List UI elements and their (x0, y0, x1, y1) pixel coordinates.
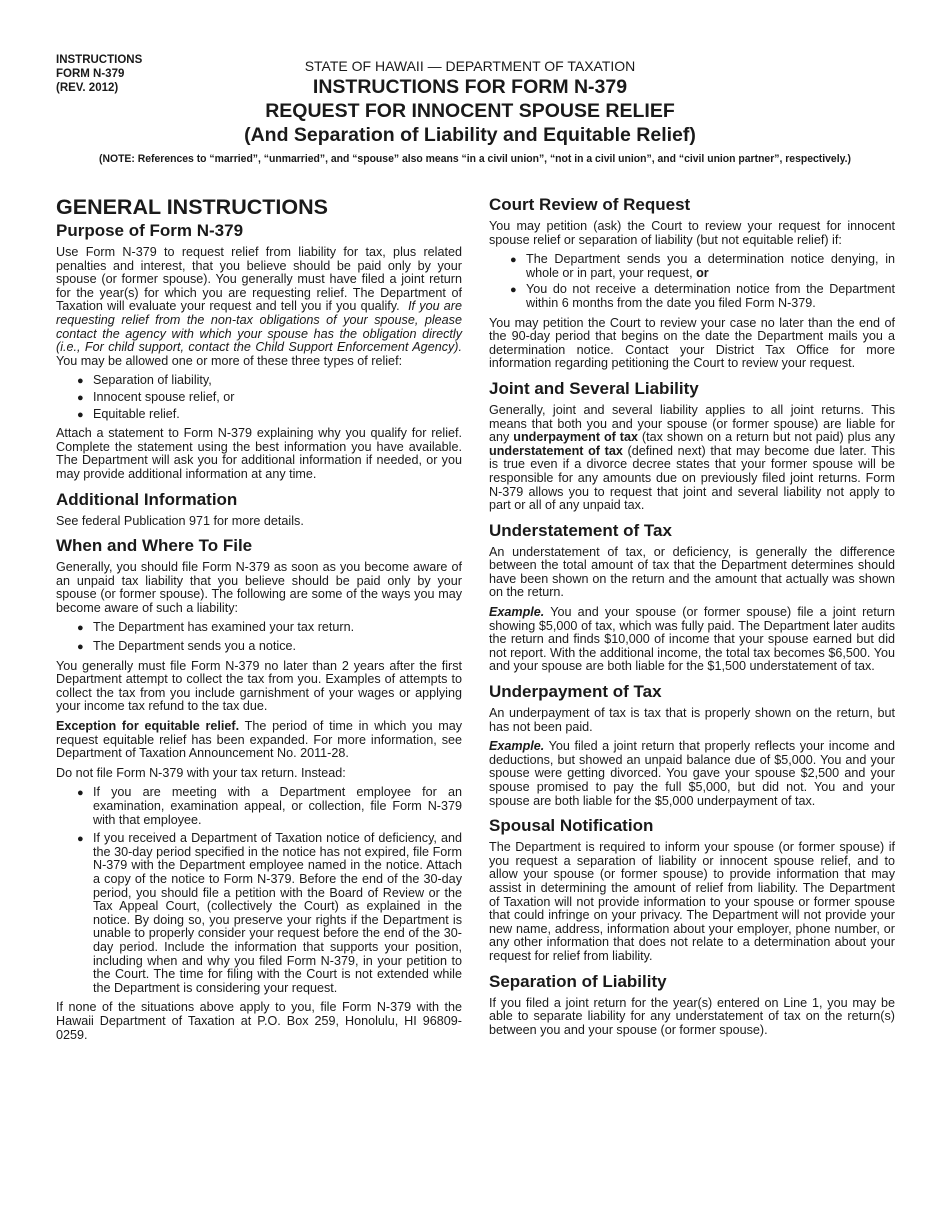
list-item (56, 786, 462, 827)
list-item (56, 640, 462, 654)
list-item-text: If you received a Department of Taxation notice of deficiency, and the 30-day period specified in the notice has not expired, file Form N-379 with the Department employee named in the notice. Attach a copy of the notice to Form N-379. Before the end of the 30-day period, you should file a petition with the Board of Review or the Tax Appeal Court, (collectively the Court) as explained in the notice. By doing so, you preserve your rights if the Department is unable to properly consider your request before the end of the 30-day period. Include the information that supports your position, including when and why you filed Form N-379, in your petition to the Court. The time for filing with the Court is not extended while the Department is considering your request. (93, 831, 462, 995)
list-item-text: The Department sends you a determination notice denying, in whole or in part, your request, (526, 252, 895, 280)
form-id-line: INSTRUCTIONS (56, 54, 143, 66)
additional-info-heading: Additional Information (56, 489, 238, 509)
additional-info-paragraph: See federal Publication 971 for more details. (56, 513, 304, 528)
purpose-heading: Purpose of Form N-379 (56, 221, 244, 240)
list-item-text: You do not receive a determination notice from the Department within 6 months from the date you filed Form N-379. (526, 282, 895, 310)
underpayment-term: underpayment of tax (513, 430, 638, 445)
spousal-notification-paragraph: The Department is required to inform your spouse (or former spouse) if you request a separation of liability or innocent spouse relief, and to allow your spouse (or former spouse) to provide information that may assist in determining the amount of relief from liability. The Department of Taxation will not provide information to your spouse or former spouse that could infringe on your privacy. The Department will not provide your new name, address, information about your employer, phone number, or any other information that does not relate to a determination about your request for relief from liability. (489, 840, 895, 963)
list-item (56, 832, 462, 995)
underpayment-example (489, 740, 895, 808)
underpayment-heading: Underpayment of Tax (489, 682, 662, 702)
understatement-paragraph: An understatement of tax, or deficiency, is generally the difference between the total amount of tax that the Department determines should have been shown on the return and the amount that actually was shown on the return. (489, 544, 895, 600)
bullet-icon: ● (510, 254, 517, 267)
bullet-icon: ● (77, 408, 84, 421)
bullet-icon: ● (77, 833, 84, 846)
purpose-italic-text: If you are requesting relief from the non-tax obligations of your spouse, please contact the agency with which your spouse has the obligation directly (i.e., For child support, contact the Child Support Enforcement Agency). (56, 299, 462, 355)
general-instructions-heading: GENERAL INSTRUCTIONS (56, 195, 328, 219)
understatement-term: understatement of tax (489, 443, 623, 458)
joint-liability-heading: Joint and Several Liability (489, 378, 699, 398)
underpayment-paragraph: An underpayment of tax is tax that is properly shown on the return, but has not been paid. (489, 706, 895, 734)
example-label: Example. (489, 605, 545, 620)
agency-name: STATE OF HAWAII — DEPARTMENT OF TAXATION (304, 58, 636, 74)
form-id-line: FORM N-379 (56, 68, 125, 80)
list-item-text: The Department sends you a notice. (93, 639, 297, 654)
joint-text: Generally, joint and several liability applies to all joint returns. This means that both you and your spouse (or former spouse) are liable for any (489, 402, 895, 445)
document-subtitle-2: (And Separation of Liability and Equitable Relief) (244, 124, 696, 146)
list-item (56, 391, 462, 405)
exception-label: Exception for equitable relief. (56, 719, 240, 734)
list-item-text: If you are meeting with a Department employee for an examination, examination appeal, or collection, file Form N-379 with that employee. (93, 785, 462, 827)
purpose-paragraph (56, 246, 462, 368)
attach-statement-paragraph: Attach a statement to Form N-379 explaining why you qualify for relief. Complete the statement using the best information you have available. The Department will ask you for additional information if needed, or you may provide additional information at any time. (56, 426, 462, 481)
court-conditions-list (489, 253, 895, 310)
exception-text: The period of time in which you may request equitable relief has been expanded. For more information, see Department of Taxation Announcement No. 2011-28. (56, 719, 462, 761)
spousal-notification-heading: Spousal Notification (489, 816, 654, 836)
list-item (56, 621, 462, 635)
list-item (489, 283, 895, 310)
document-subtitle: REQUEST FOR INNOCENT SPOUSE RELIEF (265, 100, 675, 122)
civil-union-note: (NOTE: References to “married”, “unmarried”, and “spouse” also means “in a civil union”, “not in a civil union”, and “civil union partner”, respectively.) (99, 153, 851, 165)
list-item (56, 374, 462, 388)
when-where-heading: When and Where To File (56, 536, 253, 556)
joint-text: (tax shown on a return but not paid) plus any (641, 430, 896, 445)
list-item (56, 408, 462, 422)
instead-list (56, 786, 462, 995)
bullet-icon: ● (77, 787, 84, 800)
bullet-icon: ● (77, 641, 84, 654)
list-item-text: Innocent spouse relief, or (93, 389, 235, 404)
filing-deadline-paragraph: You generally must file Form N-379 no later than 2 years after the first Department attempt to collect the tax from you. Examples of attempts to collect the tax from you include garnishment of your wages or applying your income tax refund to the tax due. (56, 658, 462, 714)
list-item (489, 253, 895, 280)
understatement-example (489, 606, 895, 674)
right-column (489, 194, 895, 1043)
bullet-icon: ● (77, 622, 84, 635)
list-item-text: Separation of liability, (93, 373, 212, 388)
separation-paragraph: If you filed a joint return for the year(s) entered on Line 1, you may be able to separate liability for any understatement of tax on the return(s) between you and your spouse (or former spouse). (489, 995, 895, 1037)
list-item-text: Equitable relief. (93, 406, 180, 421)
petition-deadline-paragraph: You may petition the Court to review your case no later than the end of the 90-day period that begins on the date the Department mails you a determination notice. Contact your District Tax Office for more information regarding petitioning the Court to review your request. (489, 315, 895, 371)
example-text: You and your spouse (or former spouse) file a joint return showing $5,000 of tax, which was fully paid. The Department later audits the return and finds $10,000 of income that your spouse earned but did not report. With the additional income, the total tax becomes $6,500. You and your spouse are both liable for the $1,500 understatement of tax. (489, 605, 895, 674)
when-paragraph: Generally, you should file Form N-379 as soon as you become aware of an unpaid tax liability that you believe should be paid only by your spouse (or former spouse). The following are some of the ways you may become aware of such a liability: (56, 560, 462, 615)
bullet-icon: ● (510, 284, 517, 297)
separation-heading: Separation of Liability (489, 971, 667, 991)
bullet-icon: ● (77, 391, 84, 404)
do-not-file-paragraph: Do not file Form N-379 with your tax return. Instead: (56, 765, 346, 780)
example-text: You filed a joint return that properly reflects your income and deductions, but showed an unpaid balance due of $5,000. You and your spouse were getting divorced. You gave your spouse $2,500 and your spouse promised to pay the full $5,000, but did not. You and your spouse are both liable for the $5,000 underpayment of tax. (489, 739, 895, 808)
purpose-text: Use Form N-379 to request relief from liability for tax, plus related penalties and interest, that you believe should be paid only by your spouse (or former spouse). You generally must have filed a joint return for the year(s) for which you are requesting relief. The Department of Taxation will evaluate your request and tell you if you qualify. (56, 245, 462, 314)
understatement-heading: Understatement of Tax (489, 520, 672, 540)
court-review-paragraph: You may petition (ask) the Court to review your request for innocent spouse relief or separation of liability (but not equitable relief) if: (489, 219, 895, 247)
list-item-text: The Department has examined your tax return. (93, 620, 355, 635)
exception-paragraph (56, 720, 462, 761)
joint-liability-paragraph (489, 404, 895, 513)
court-review-heading: Court Review of Request (489, 195, 691, 214)
document-header (220, 58, 720, 147)
left-column (56, 194, 462, 1048)
awareness-list (56, 621, 462, 653)
form-revision: (REV. 2012) (56, 82, 119, 94)
purpose-text-end: You may be allowed one or more of these three types of relief: (56, 353, 403, 368)
mailing-address-paragraph: If none of the situations above apply to you, file Form N-379 with the Hawaii Department of Taxation at P.O. Box 259, Honolulu, HI 96809-0259. (56, 1000, 462, 1042)
form-identifier (56, 53, 142, 95)
relief-types-list (56, 374, 462, 421)
joint-text: (defined next) that may become due later. This is true even if a divorce decree states that your former spouse will be responsible for any amounts due on previously filed joint returns. Form N-379 allows you to request that joint and several liability not apply to part or all of any unpaid tax. (489, 443, 896, 513)
example-label: Example. (489, 739, 545, 754)
or-connector: or (696, 265, 709, 280)
document-title: INSTRUCTIONS FOR FORM N-379 (312, 76, 628, 98)
bullet-icon: ● (77, 375, 84, 388)
